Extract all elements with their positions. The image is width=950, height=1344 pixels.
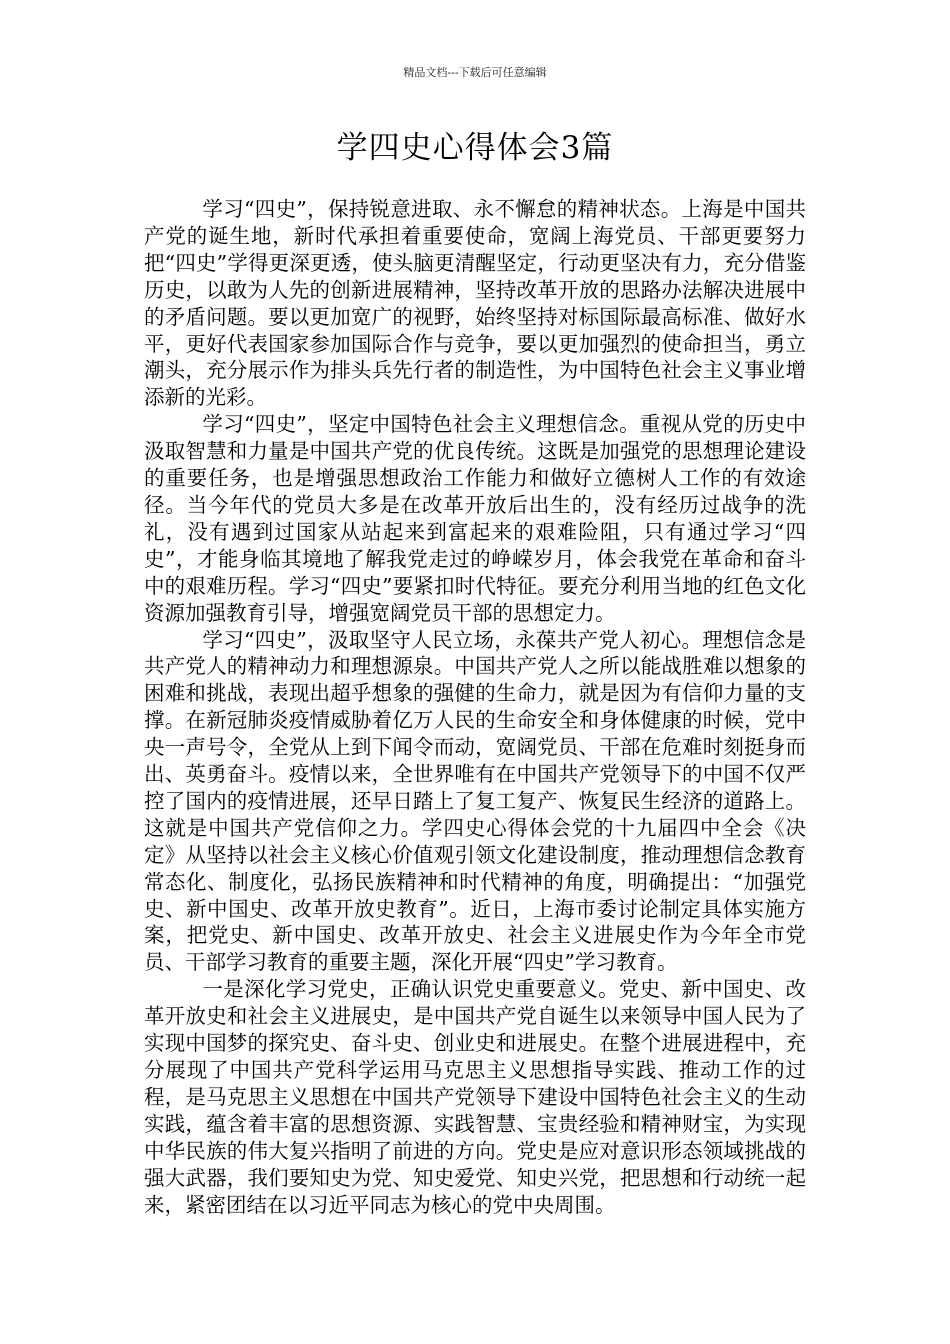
paragraph-2: 学习“四史”，坚定中国特色社会主义理想信念。重视从党的历史中汲取智慧和力量是中国共产党的优良传统。这既是加强党的思想理论建设的重要任务，也是增强思想政治工作能力和做好立德树人工作的有效途径。当今年代的党员大多是在改革开放后出生的，没有经历过战争的洗礼，没有遇到过国家从站起来到富起来的艰难险阻，只有通过学习“四史”，才能身临其境地了解我党走过的峥嵘岁月，体会我党在革命和奋斗中的艰难历程。学习“四史”要紧扣时代特征。要充分利用当地的红色文化资源加强教育引导，增强宽阔党员干部的思想定力。 [144, 412, 806, 625]
header-note: 精品文档---下载后可任意编辑 [403, 66, 547, 79]
paragraph-1: 学习“四史”，保持锐意进取、永不懈怠的精神状态。上海是中国共产党的诞生地，新时代承担着重要使命，宽阔上海党员、干部更要努力把“四史”学得更深更透，使头脑更清醒坚定，行动更坚决有力，充分借鉴历史，以敢为人先的创新进展精神，坚持改革开放的思路办法解决进展中的矛盾问题。要以更加宽广的视野，始终坚持对标国际最高标准、做好水平，更好代表国家参加国际合作与竞争，要以更加强烈的使命担当，勇立潮头，充分展示作为排头兵先行者的制造性，为中国特色社会主义事业增添新的光彩。 [144, 197, 806, 410]
document-body [144, 196, 806, 1218]
document-title: 学四史心得体会3篇 [336, 130, 614, 166]
paragraph-4: 一是深化学习党史，正确认识党史重要意义。党史、新中国史、改革开放史和社会主义进展史，是中国共产党自诞生以来领导中国人民为了实现中国梦的探究史、奋斗史、创业史和进展史。在整个进展进程中，充分展现了中国共产党科学运用马克思主义思想指导实践、推动工作的过程，是马克思主义思想在中国共产党领导下建设中国特色社会主义的生动实践，蕴含着丰富的思想资源、实践智慧、宝贵经验和精神财宝，为实现中华民族的伟大复兴指明了前进的方向。党史是应对意识形态领域挑战的强大武器，我们要知史为党、知史爱党、知史兴党，把思想和行动统一起来，紧密团结在以习近平同志为核心的党中央周围。 [144, 977, 806, 1217]
paragraph-3: 学习“四史”，汲取坚守人民立场，永葆共产党人初心。理想信念是共产党人的精神动力和理想源泉。中国共产党人之所以能战胜难以想象的困难和挑战，表现出超乎想象的强健的生命力，就是因为有信仰力量的支撑。在新冠肺炎疫情威胁着亿万人民的生命安全和身体健康的时候，党中央一声号令，全党从上到下闻令而动，宽阔党员、干部在危难时刻挺身而出、英勇奋斗。疫情以来，全世界唯有在中国共产党领导下的中国不仅严控了国内的疫情进展，还早日踏上了复工复产、恢复民生经济的道路上。这就是中国共产党信仰之力。学四史心得体会党的十九届四中全会《决定》从坚持以社会主义核心价值观引领文化建设制度，推动理想信念教育常态化、制度化，弘扬民族精神和时代精神的角度，明确提出：“加强党史、新中国史、改革开放史教育”。近日，上海市委讨论制定具体实施方案，把党史、新中国史、改革开放史、社会主义进展史作为今年全市党员、干部学习教育的重要主题，深化开展“四史”学习教育。 [144, 627, 806, 975]
